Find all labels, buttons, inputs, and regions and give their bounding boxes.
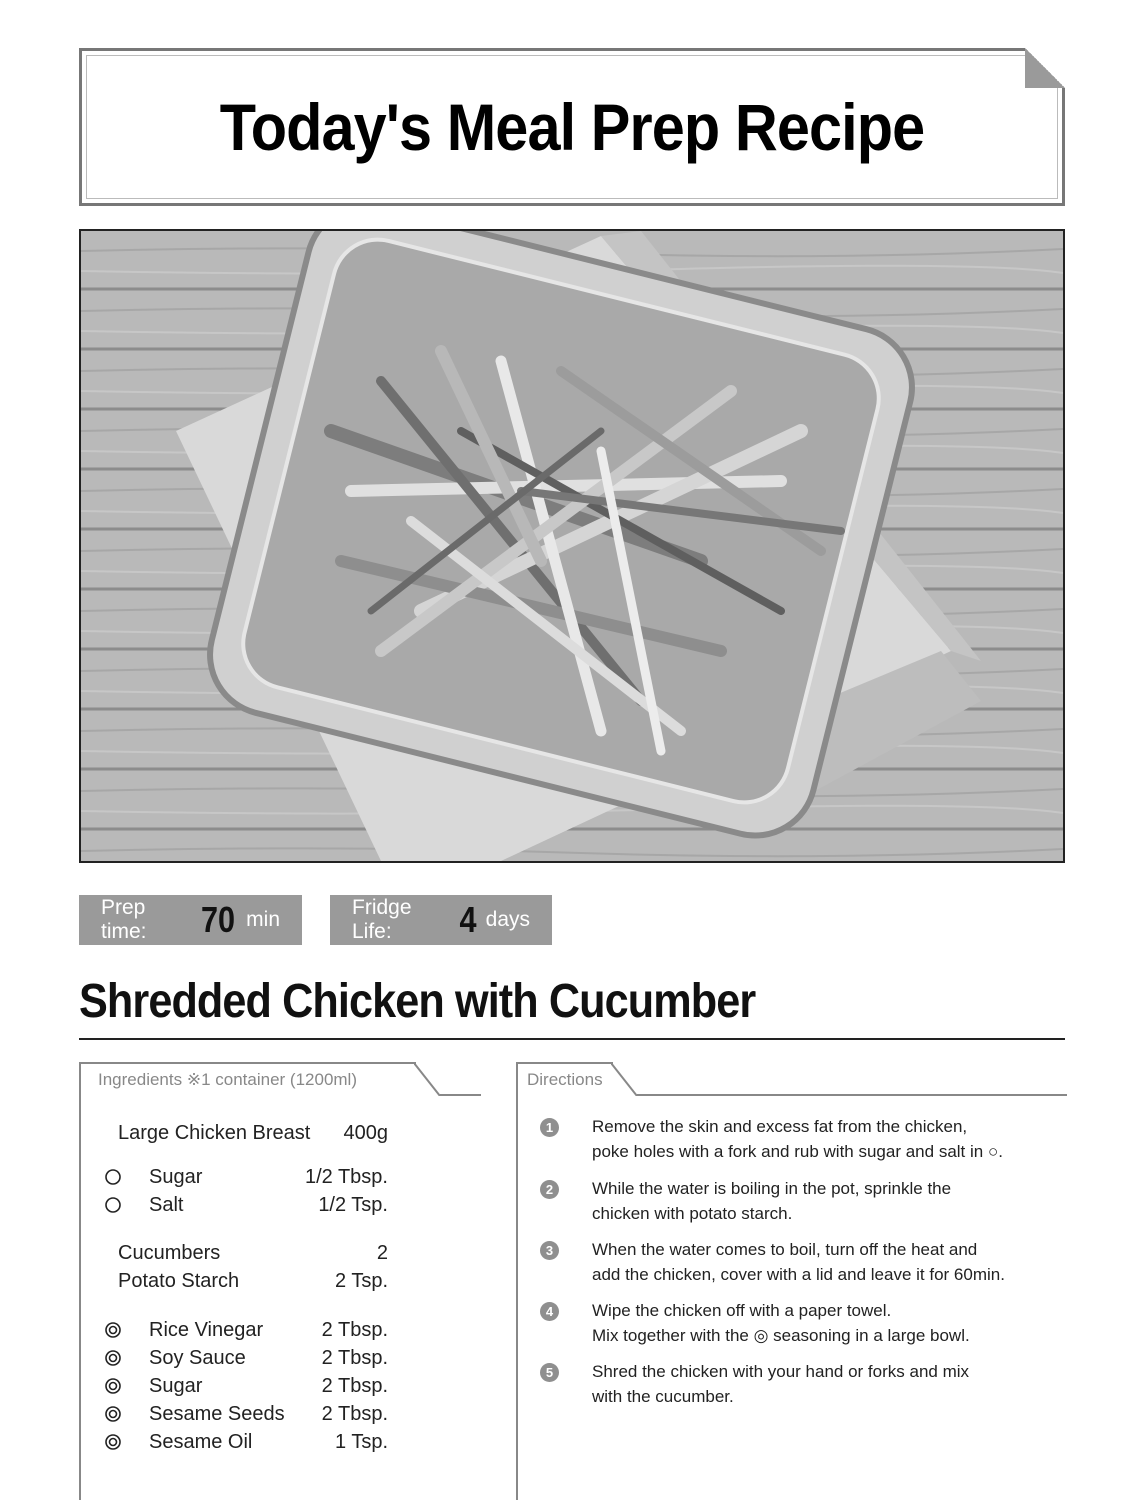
step-number-icon: 2 xyxy=(540,1180,559,1199)
ingredient-name: Sesame Seeds xyxy=(149,1403,285,1425)
fridge-life-badge xyxy=(330,895,552,945)
page-title: Today's Meal Prep Recipe xyxy=(219,90,925,164)
ingredient-row xyxy=(81,1166,388,1192)
ingredient-name: Soy Sauce xyxy=(149,1347,246,1369)
ingredient-name: Salt xyxy=(149,1194,184,1216)
food-photo xyxy=(79,229,1065,863)
fridge-life-value: 4 xyxy=(459,899,477,940)
ingredient-name: Potato Starch xyxy=(118,1270,240,1292)
ingredient-quantity: 1 Tsp. xyxy=(335,1431,388,1453)
ingredient-name: Cucumbers xyxy=(118,1242,221,1264)
prep-time-label: Prep time: xyxy=(101,896,147,943)
ingredient-name: Sugar xyxy=(149,1166,203,1188)
step-line: Mix together with the ◎ seasoning in a large bowl. xyxy=(592,1326,970,1345)
ingredient-name: Sesame Oil xyxy=(149,1431,253,1453)
prep-time-unit: min xyxy=(246,908,280,931)
recipe-name: Shredded Chicken with Cucumber xyxy=(79,975,756,1028)
step-number-icon: 5 xyxy=(540,1363,559,1382)
ingredient-row xyxy=(81,1347,388,1373)
ingredient-quantity: 2 xyxy=(376,1242,388,1264)
food-photo-illustration xyxy=(81,231,1063,861)
step-text xyxy=(592,1237,1052,1287)
double-circle-marker-icon xyxy=(104,1433,122,1451)
ingredients-heading: Ingredients ※1 container (1200ml) xyxy=(81,1062,416,1096)
step-line: add the chicken, cover with a lid and leave it for 60min. xyxy=(592,1265,1005,1284)
ingredient-row xyxy=(81,1122,388,1148)
tab-edge xyxy=(611,1062,641,1096)
double-circle-marker-icon xyxy=(104,1377,122,1395)
ingredient-name: Rice Vinegar xyxy=(149,1319,264,1341)
prep-time-badge xyxy=(79,895,302,945)
folded-corner xyxy=(1025,48,1065,88)
ingredient-row xyxy=(81,1194,388,1220)
step-line: chicken with potato starch. xyxy=(592,1204,793,1223)
ingredient-quantity: 2 Tbsp. xyxy=(321,1375,388,1397)
step-line: While the water is boiling in the pot, sprinkle the xyxy=(592,1179,952,1198)
step-line: with the cucumber. xyxy=(592,1387,734,1406)
step-line: Wipe the chicken off with a paper towel. xyxy=(592,1301,892,1320)
divider xyxy=(79,1038,1065,1040)
ingredient-row xyxy=(81,1431,388,1457)
ingredient-quantity: 2 Tsp. xyxy=(335,1270,388,1292)
ingredient-name: Large Chicken Breast xyxy=(118,1122,311,1144)
prep-time-value: 70 xyxy=(201,899,236,940)
step-text xyxy=(592,1359,1052,1409)
directions-heading: Directions xyxy=(518,1062,613,1096)
ingredient-row xyxy=(81,1375,388,1401)
ingredient-quantity: 2 Tbsp. xyxy=(321,1347,388,1369)
tab-underline xyxy=(440,1094,481,1096)
circle-marker-icon xyxy=(104,1168,122,1186)
step-line: When the water comes to boil, turn off the heat and xyxy=(592,1240,978,1259)
step-line: Remove the skin and excess fat from the chicken, xyxy=(592,1117,968,1136)
circle-marker-icon xyxy=(104,1196,122,1214)
ingredient-name: Sugar xyxy=(149,1375,203,1397)
ingredient-row xyxy=(81,1319,388,1345)
ingredient-quantity: 1/2 Tbsp. xyxy=(304,1166,388,1188)
tab-edge xyxy=(414,1062,444,1096)
step-number-icon: 1 xyxy=(540,1118,559,1137)
ingredient-quantity: 2 Tbsp. xyxy=(321,1319,388,1341)
step-line: poke holes with a fork and rub with sugar and salt in ○. xyxy=(592,1142,1003,1161)
ingredient-quantity: 400g xyxy=(343,1122,388,1144)
step-text xyxy=(592,1298,1052,1348)
ingredient-row xyxy=(81,1403,388,1429)
double-circle-marker-icon xyxy=(104,1349,122,1367)
tab-underline xyxy=(637,1094,1067,1096)
fridge-life-label: Fridge Life: xyxy=(352,896,412,943)
ingredient-quantity: 1/2 Tsp. xyxy=(318,1194,388,1216)
step-text xyxy=(592,1114,1052,1164)
step-text xyxy=(592,1176,1052,1226)
step-line: Shred the chicken with your hand or forks and mix xyxy=(592,1362,970,1381)
fridge-life-unit: days xyxy=(485,908,530,931)
double-circle-marker-icon xyxy=(104,1405,122,1423)
step-number-icon: 3 xyxy=(540,1241,559,1260)
ingredients-panel xyxy=(79,1062,481,1500)
ingredient-row xyxy=(81,1242,388,1268)
ingredient-quantity: 2 Tbsp. xyxy=(321,1403,388,1425)
double-circle-marker-icon xyxy=(104,1321,122,1339)
step-number-icon: 4 xyxy=(540,1302,559,1321)
directions-panel xyxy=(516,1062,1067,1500)
ingredient-row xyxy=(81,1270,388,1296)
title-box xyxy=(79,48,1065,206)
